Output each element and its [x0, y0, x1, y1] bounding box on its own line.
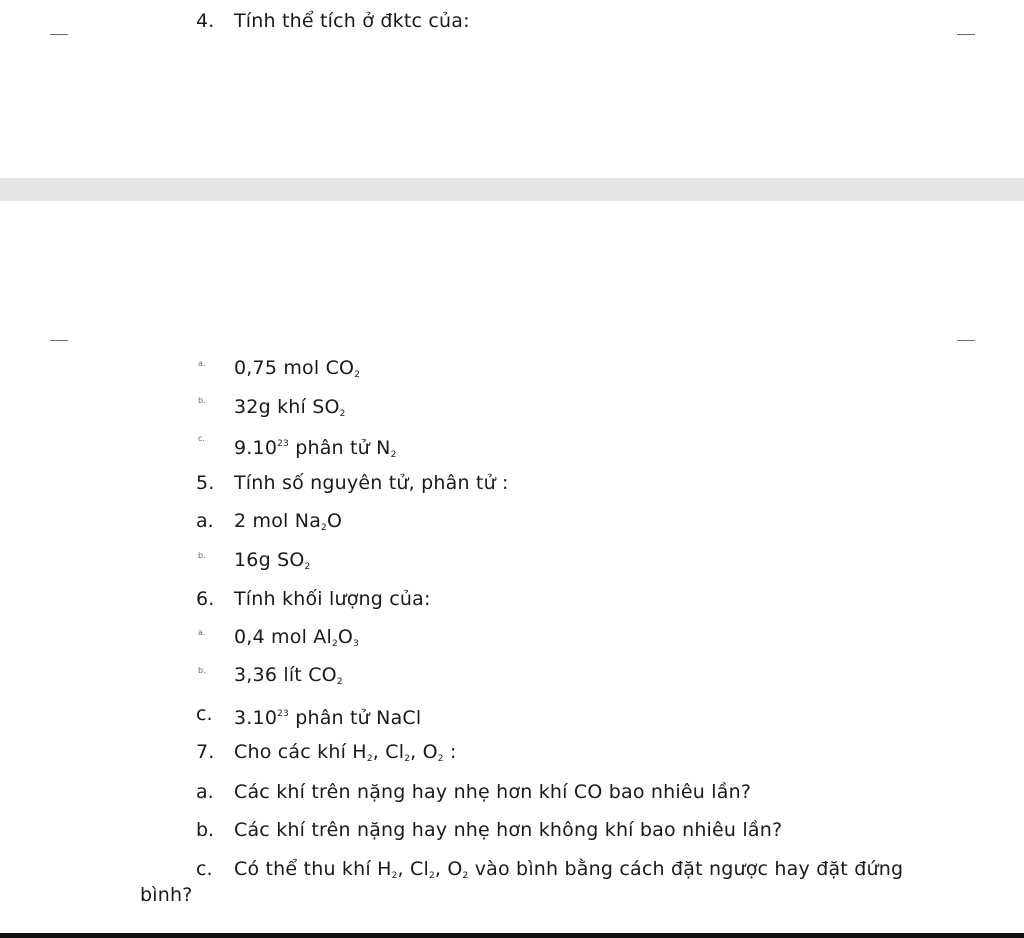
item-marker: c. [196, 858, 213, 880]
margin-mark [957, 34, 975, 35]
question-text: Tính khối lượng của: [234, 588, 431, 610]
item-text: Các khí trên nặng hay nhẹ hơn không khí bao nhiêu lần? [234, 819, 783, 841]
page-top [0, 0, 1024, 178]
list-item [234, 432, 397, 467]
subscript: 2 [336, 677, 343, 687]
item-marker: b. [198, 666, 206, 675]
item-text: , Cl [397, 858, 429, 880]
question-text: : [443, 741, 457, 763]
question-5 [196, 471, 509, 495]
bottom-bar [0, 933, 1024, 938]
list-item [234, 395, 346, 426]
superscript: 23 [277, 439, 289, 449]
item-text: O [337, 626, 354, 648]
item-text: Có thể thu khí H [234, 858, 392, 880]
item-marker: a. [196, 510, 214, 532]
question-text: Tính số nguyên tử, phân tử : [234, 472, 509, 494]
item-text: 0,4 mol Al [234, 626, 332, 648]
list-item [234, 818, 782, 842]
list-item [234, 356, 360, 387]
item-text: 9.10 [234, 437, 278, 459]
subscript: 2 [354, 370, 361, 380]
question-number: 6. [196, 588, 215, 610]
subscript: 2 [391, 871, 398, 881]
item-marker: a. [198, 628, 206, 637]
list-item-continuation: bình? [140, 884, 193, 906]
item-text: 16g SO [234, 549, 305, 571]
list-item [234, 663, 343, 694]
list-item [234, 780, 751, 804]
question-6 [196, 587, 431, 611]
subscript: 2 [462, 871, 469, 881]
item-text: phân tử NaCl [288, 707, 422, 729]
item-marker: b. [196, 819, 215, 841]
item-text: , O [434, 858, 463, 880]
subscript: 3 [353, 639, 360, 649]
question-text: Cho các khí H [234, 741, 367, 763]
item-marker: a. [198, 359, 206, 368]
question-text: , Cl [372, 741, 405, 763]
subscript: 2 [331, 639, 338, 649]
question-4 [196, 9, 470, 33]
subscript: 2 [428, 871, 435, 881]
item-marker: b. [198, 551, 206, 560]
margin-mark [957, 340, 975, 341]
question-text: Tính thể tích ở đktc của: [234, 10, 470, 32]
item-marker: a. [196, 781, 214, 803]
margin-mark [50, 340, 68, 341]
subscript: 2 [304, 562, 311, 572]
item-text: 3,36 lít CO [234, 664, 337, 686]
margin-mark [50, 34, 68, 35]
subscript: 2 [404, 754, 411, 764]
item-marker: c. [196, 703, 213, 725]
list-item [234, 548, 310, 579]
item-text: phân tử N [288, 437, 391, 459]
list-item [234, 625, 359, 656]
page-bottom [0, 201, 1024, 933]
question-number: 7. [196, 741, 215, 763]
item-text: O [326, 510, 343, 532]
item-marker: b. [198, 396, 206, 405]
subscript: 2 [339, 409, 346, 419]
item-marker: c. [198, 434, 205, 443]
list-item [234, 857, 903, 888]
item-text: vào bình bằng cách đặt ngược hay đặt đứng [468, 858, 904, 880]
item-text: 32g khí SO [234, 396, 340, 418]
item-text: 2 mol Na [234, 510, 322, 532]
item-text: Các khí trên nặng hay nhẹ hơn khí CO bao nhiêu lần? [234, 781, 752, 803]
list-item [234, 509, 342, 540]
question-number: 4. [196, 10, 215, 32]
subscript: 2 [437, 754, 444, 764]
subscript: 2 [321, 523, 327, 533]
item-text: 0,75 mol CO [234, 357, 355, 379]
item-text: 3.10 [234, 707, 278, 729]
question-7 [196, 740, 457, 771]
page-gap [0, 178, 1024, 201]
superscript: 23 [277, 709, 289, 719]
question-text: , O [410, 741, 438, 763]
question-number: 5. [196, 472, 215, 494]
subscript: 2 [390, 450, 397, 460]
list-item [234, 702, 421, 730]
subscript: 2 [366, 754, 373, 764]
